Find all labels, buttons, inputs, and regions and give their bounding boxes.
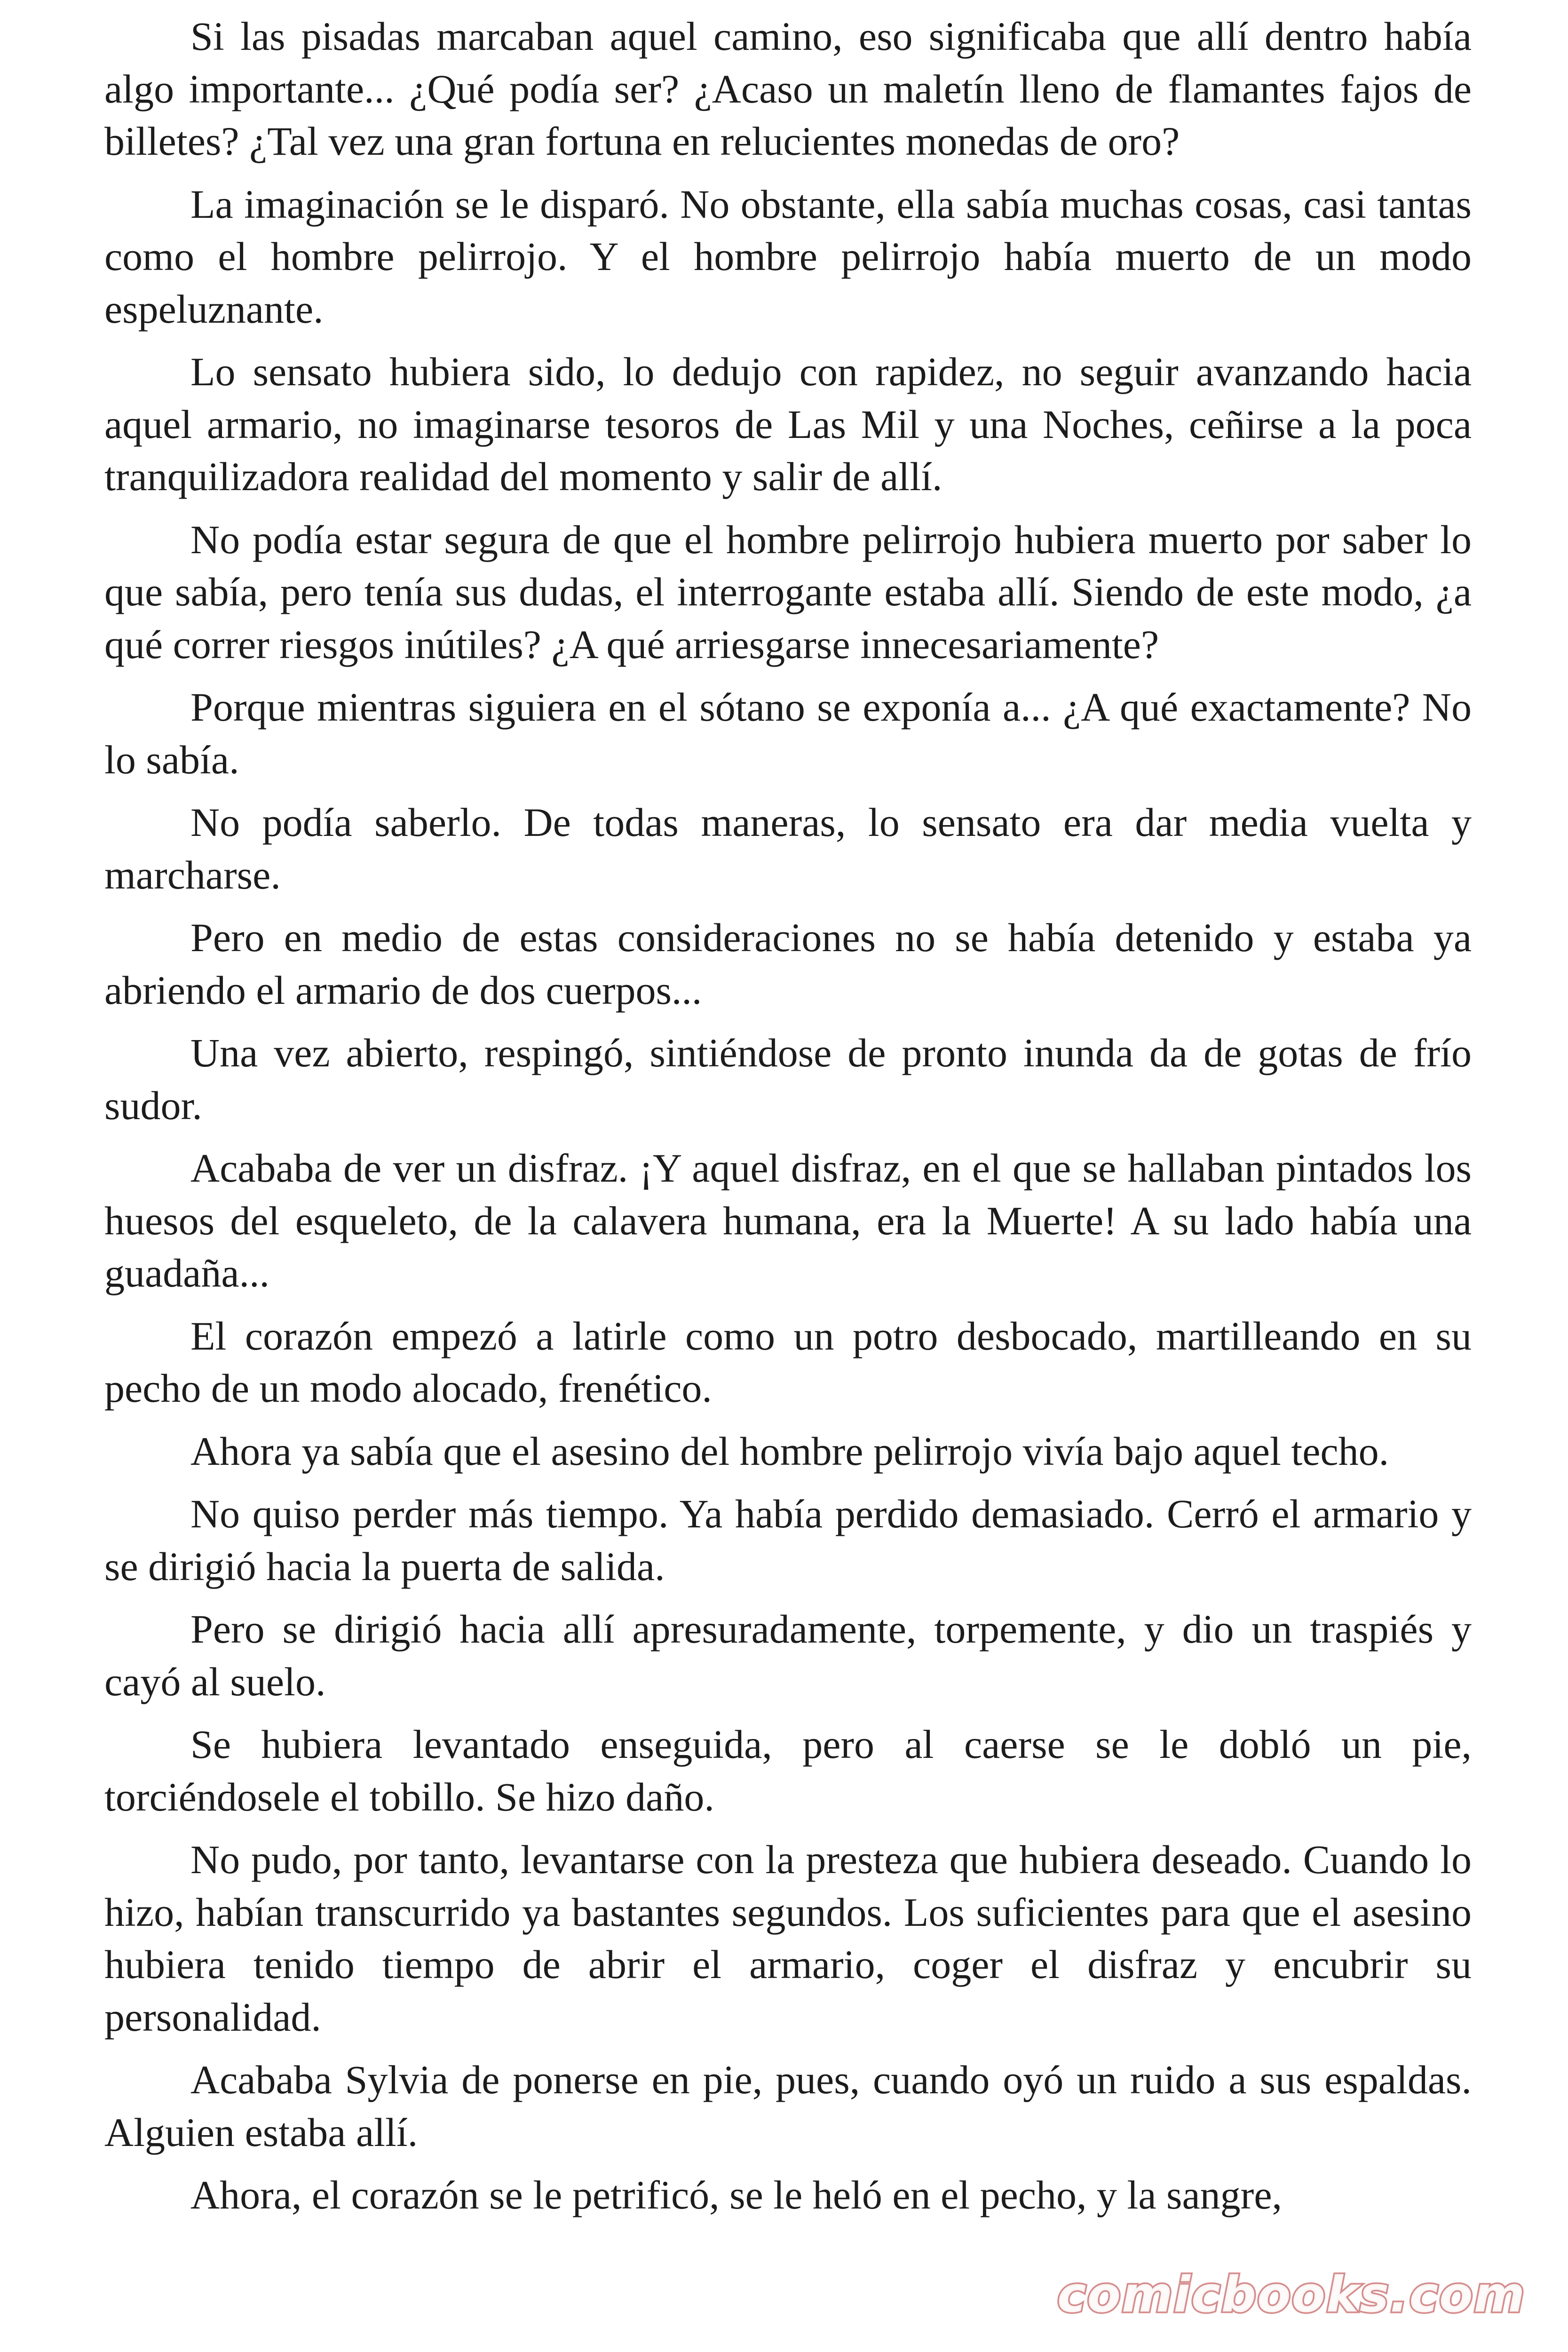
paragraph-3: Lo sensato hubiera sido, lo dedujo con rapidez, no seguir avanzando hacia aquel armario, no imaginarse tesoros de Las Mil y una Noches, ceñirse a la poca tranquilizadora realidad del momento y salir de allí. <box>104 349 1472 499</box>
paragraph-5: Porque mientras siguiera en el sótano se exponía a... ¿A qué exactamente? No lo sabía. <box>104 684 1472 782</box>
paragraph-8: Una vez abierto, respingó, sintiéndose de pronto inunda da de gotas de frío sudor. <box>104 1030 1472 1128</box>
paragraph-16: Acababa Sylvia de ponerse en pie, pues, cuando oyó un ruido a sus espaldas. Alguien estaba allí. <box>104 2057 1472 2155</box>
paragraph-4: No podía estar segura de que el hombre pelirrojo hubiera muerto por saber lo que sabía, pero tenía sus dudas, el interrogante estaba allí. Siendo de este modo, ¿a qué correr riesgos inútiles? ¿A qué arriesgarse innecesariamente? <box>104 516 1472 667</box>
paragraph-13: Pero se dirigió hacia allí apresuradamente, torpemente, y dio un traspiés y cayó al suelo. <box>104 1606 1472 1704</box>
paragraph-14: Se hubiera levantado enseguida, pero al caerse se le dobló un pie, torciéndosele el tobillo. Se hizo daño. <box>104 1722 1472 1820</box>
paragraph-15: No pudo, por tanto, levantarse con la presteza que hubiera deseado. Cuando lo hizo, habían transcurrido ya bastantes segundos. Los suficientes para que el asesino hubiera tenido tiempo de abrir el armario, coger el disfraz y encubrir su personalidad. <box>104 1837 1472 2040</box>
watermark-logo: comicbooks.com <box>1057 2266 1526 2323</box>
paragraph-11: Ahora ya sabía que el asesino del hombre pelirrojo vivía bajo aquel techo. <box>190 1428 1389 1474</box>
paragraph-1: Si las pisadas marcaban aquel camino, eso significaba que allí dentro había algo importante... ¿Qué podía ser? ¿Acaso un maletín lleno de flamantes fajos de billetes? ¿Tal vez una gran fortuna en relucientes monedas de oro? <box>104 14 1472 164</box>
paragraph-10: El corazón empezó a latirle como un potro desbocado, martilleando en su pecho de un modo alocado, frenético. <box>104 1313 1472 1411</box>
paragraph-6: No podía saberlo. De todas maneras, lo sensato era dar media vuelta y marcharse. <box>104 800 1472 898</box>
paragraph-12: No quiso perder más tiempo. Ya había perdido demasiado. Cerró el armario y se dirigió hacia la puerta de salida. <box>104 1491 1472 1589</box>
paragraph-2: La imaginación se le disparó. No obstante, ella sabía muchas cosas, casi tantas como el hombre pelirrojo. Y el hombre pelirrojo había muerto de un modo espeluznante. <box>104 181 1472 332</box>
paragraph-17: Ahora, el corazón se le petrificó, se le heló en el pecho, y la sangre, <box>190 2172 1282 2217</box>
paragraph-7: Pero en medio de estas consideraciones no se había detenido y estaba ya abriendo el armario de dos cuerpos... <box>104 915 1472 1013</box>
paragraph-9: Acababa de ver un disfraz. ¡Y aquel disfraz, en el que se hallaban pintados los huesos del esqueleto, de la calavera humana, era la Muerte! A su lado había una guadaña... <box>104 1145 1472 1295</box>
